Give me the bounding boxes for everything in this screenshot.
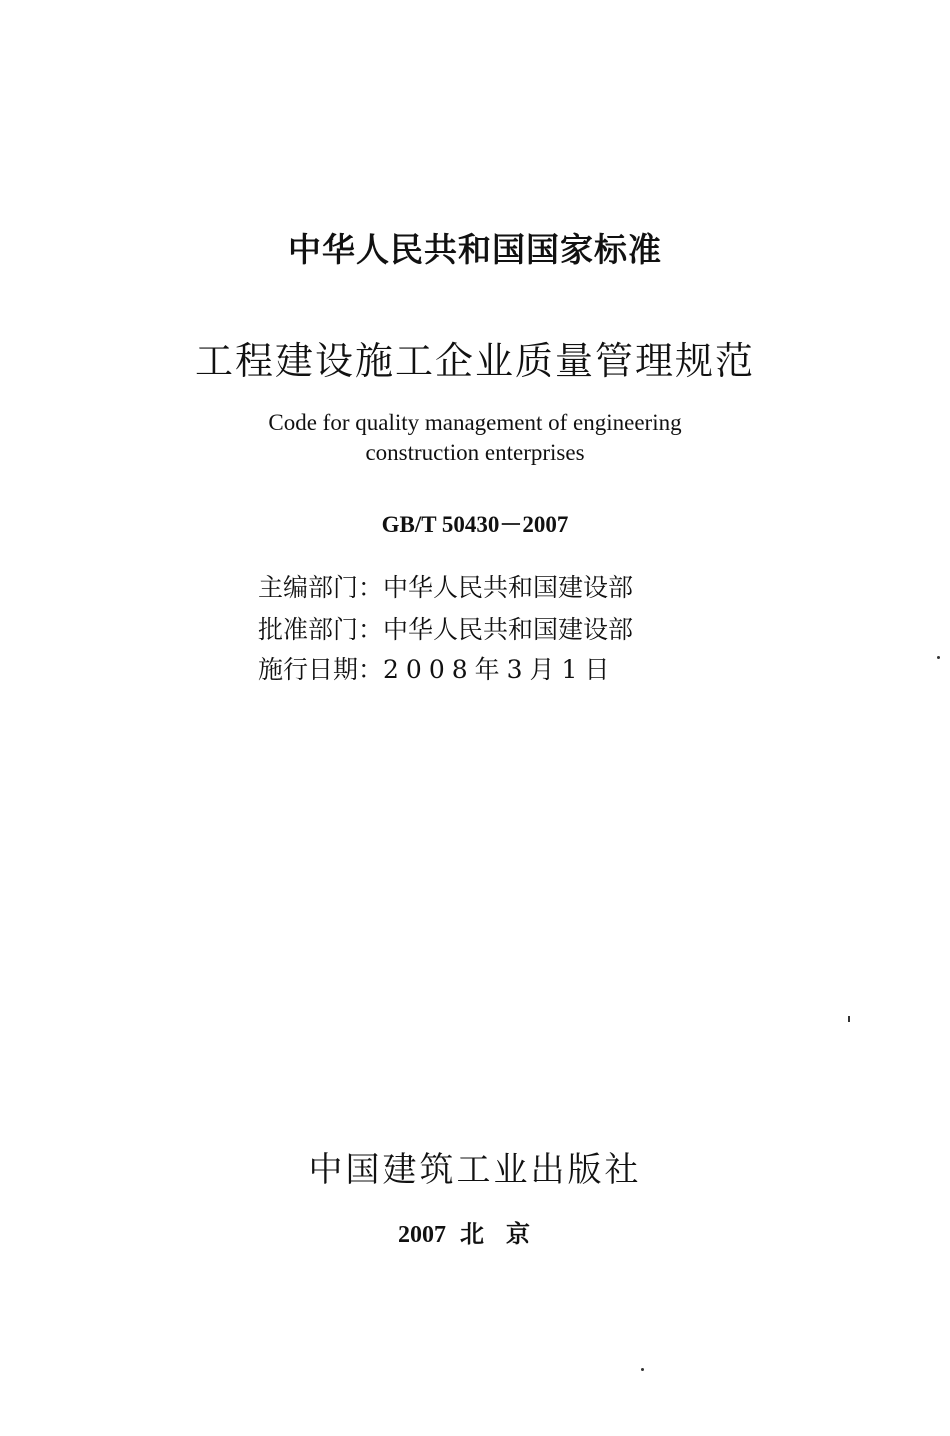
effective-date-value: 2008年3月1日 xyxy=(383,655,617,684)
scan-speck xyxy=(641,1368,644,1371)
document-title-english-line-1: Code for quality management of engineering xyxy=(268,410,682,435)
document-title-english-line-2: construction enterprises xyxy=(365,440,585,465)
chief-editor-label: 主编部门： xyxy=(258,573,384,602)
scan-speck xyxy=(848,1016,850,1022)
approval-label: 批准部门： xyxy=(258,615,384,644)
approval-row xyxy=(258,610,898,646)
publication-line xyxy=(0,1214,950,1249)
effective-date-label: 施行日期： xyxy=(258,655,384,684)
effective-date-row xyxy=(258,650,898,686)
scan-speck xyxy=(937,656,940,659)
approval-value: 中华人民共和国建设部 xyxy=(383,615,634,644)
publisher-name: 中国建筑工业出版社 xyxy=(308,1150,642,1190)
chief-editor-row xyxy=(258,568,898,604)
chief-editor-value: 中华人民共和国建设部 xyxy=(383,573,634,602)
document-title-chinese: 工程建设施工企业质量管理规范 xyxy=(194,339,755,383)
standard-code: GB/T 50430－2007 xyxy=(381,512,569,537)
series-title: 中华人民共和国国家标准 xyxy=(288,230,662,269)
publication-city: 北京 xyxy=(460,1220,552,1248)
publication-year: 2007 xyxy=(398,1222,446,1248)
